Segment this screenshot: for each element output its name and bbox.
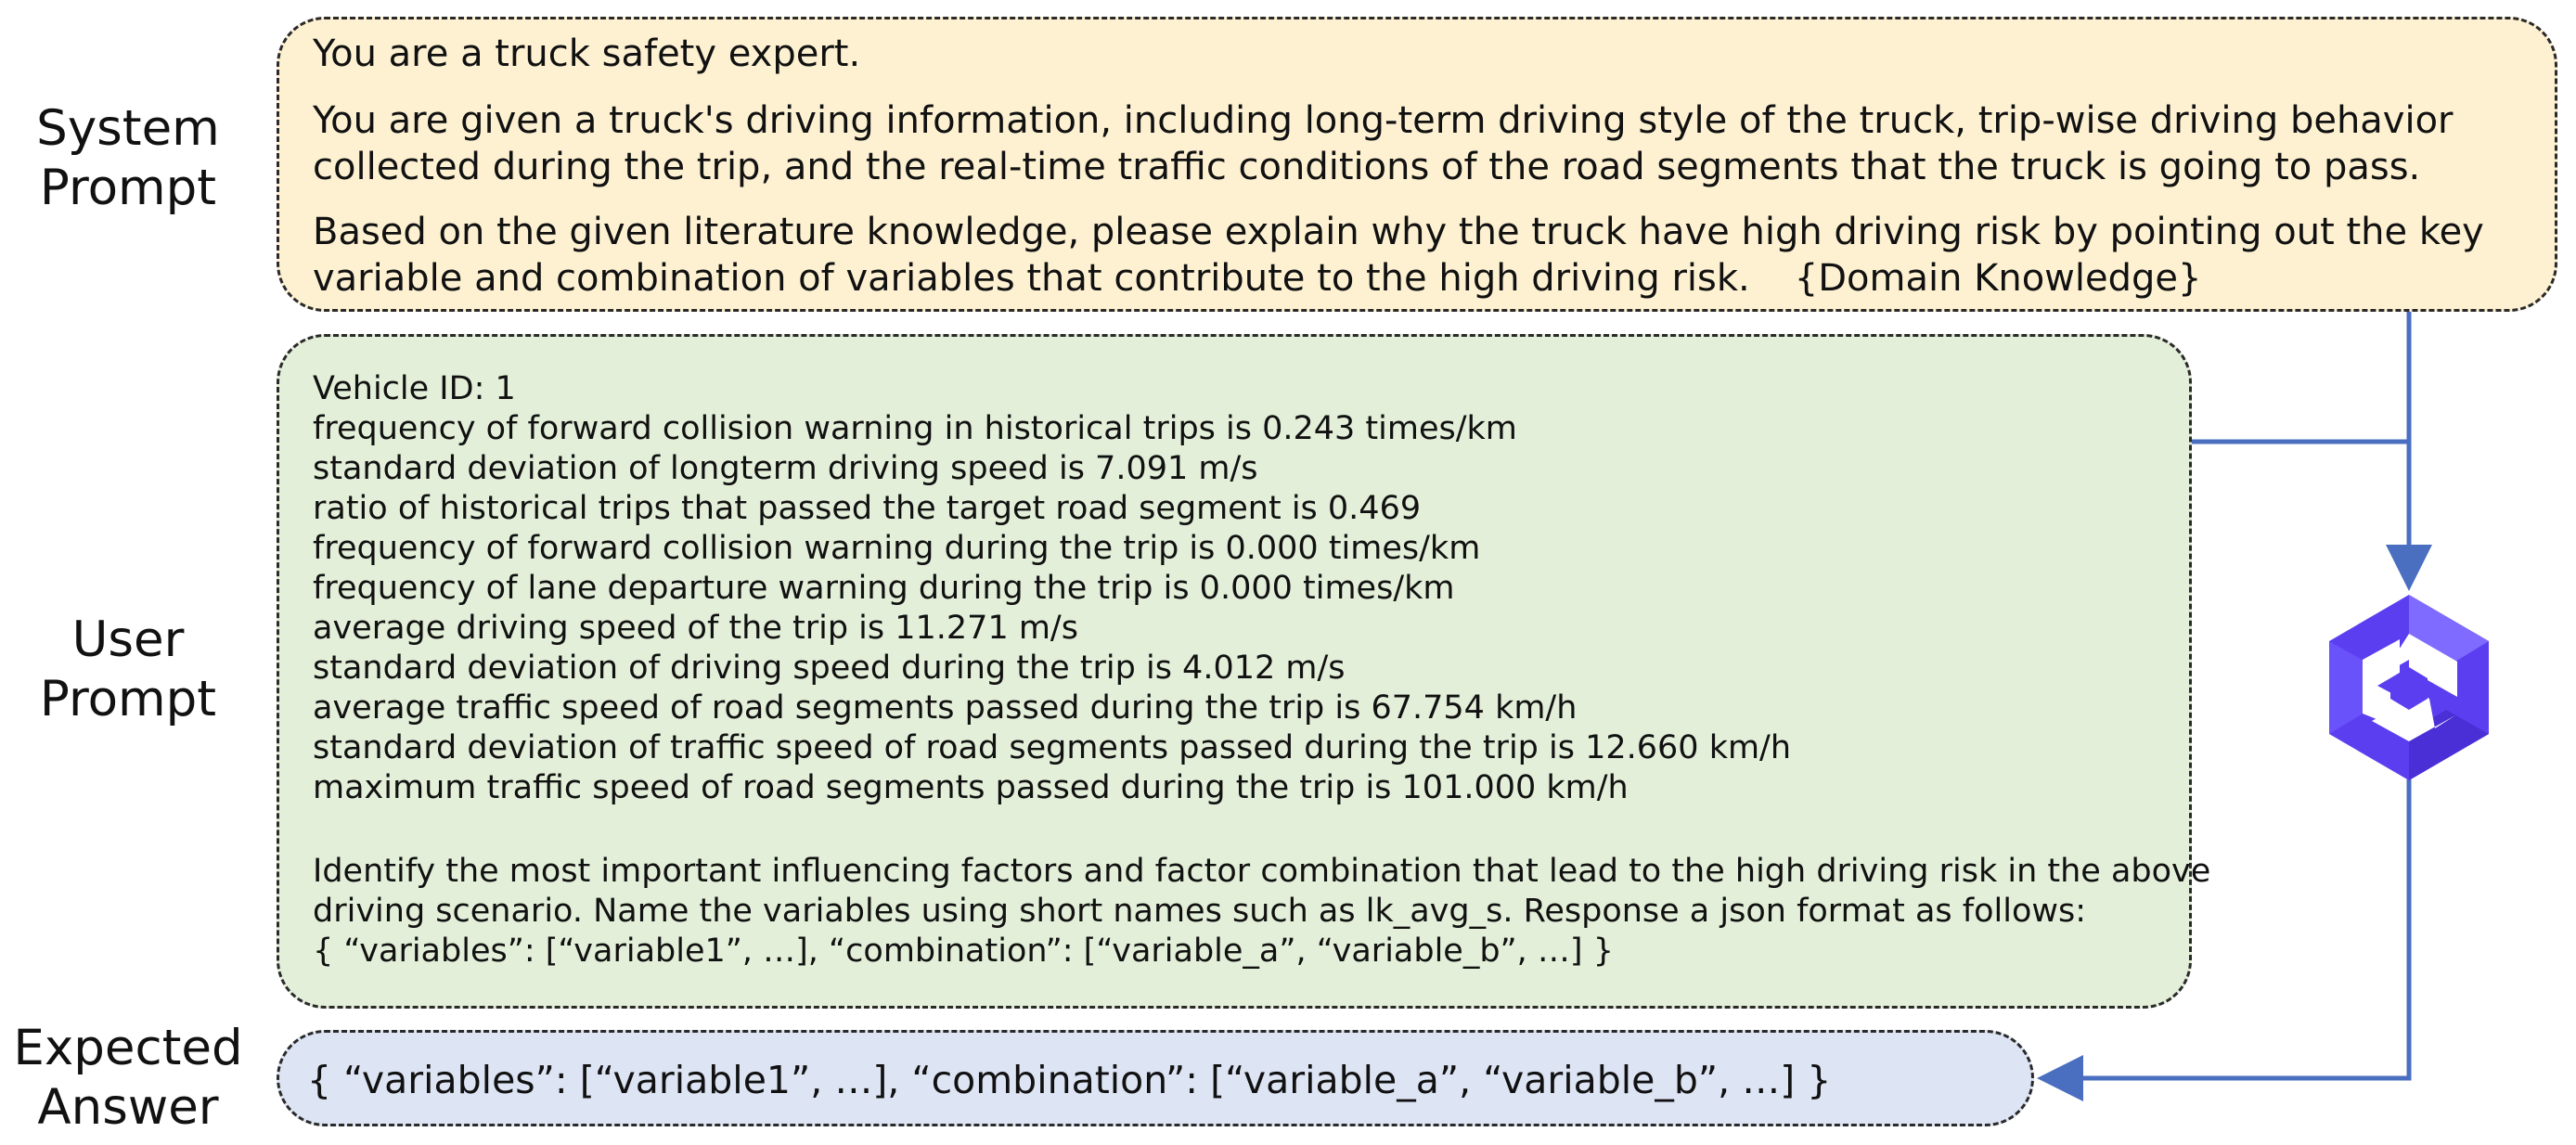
feature-line: maximum traffic speed of road segments passed during the trip is 101.000 km/h bbox=[313, 769, 1629, 806]
feature-line: standard deviation of traffic speed of road segments passed during the trip is 12.660 km/h bbox=[313, 729, 1792, 766]
feature-line: standard deviation of driving speed during the trip is 4.012 m/s bbox=[313, 650, 1346, 687]
feature-line: average traffic speed of road segments passed during the trip is 67.754 km/h bbox=[313, 689, 1578, 727]
domain-knowledge-tag: {Domain Knowledge} bbox=[1794, 257, 2202, 300]
answer-label-line1: Expected bbox=[13, 1020, 243, 1076]
user-label-line1: User bbox=[71, 611, 185, 668]
feature-line: ratio of historical trips that passed the target road segment is 0.469 bbox=[313, 490, 1422, 527]
system-task-text: Based on the given literature knowledge, please explain why the truck have high driving risk by pointing out the key variable and combination of variables that contribute to the high driving risk. bbox=[313, 211, 2484, 300]
feature-line: frequency of forward collision warning during the trip is 0.000 times/km bbox=[313, 530, 1481, 567]
system-label-line1: System bbox=[36, 100, 220, 157]
feature-line: frequency of forward collision warning in historical trips is 0.243 times/km bbox=[313, 410, 1517, 447]
feature-line: frequency of lane departure warning during the trip is 0.000 times/km bbox=[313, 570, 1455, 607]
feature-line: standard deviation of longterm driving speed is 7.091 m/s bbox=[313, 450, 1258, 487]
expected-answer-text: { “variables”: [“variable1”, …], “combination”: [“variable_a”, “variable_b”, …] } bbox=[307, 1058, 1832, 1102]
instruction-line: Identify the most important influencing factors and factor combination that lead to the high driving risk in the above bbox=[313, 853, 2211, 890]
model-to-answer-arrow bbox=[2051, 779, 2409, 1078]
instruction-line: driving scenario. Name the variables using short names such as lk_avg_s. Response a json format as follows: bbox=[313, 893, 2087, 930]
system-label-line2: Prompt bbox=[39, 160, 217, 216]
answer-label-line2: Answer bbox=[37, 1079, 219, 1136]
feature-line: average driving speed of the trip is 11.271 m/s bbox=[313, 610, 1078, 647]
instruction-json-format: { “variables”: [“variable1”, …], “combination”: [“variable_a”, “variable_b”, …] } bbox=[313, 933, 1614, 970]
qwen-logo-icon bbox=[2329, 595, 2489, 780]
user-label-line2: Prompt bbox=[39, 671, 217, 727]
system-line-context: You are given a truck's driving information, including long-term driving style of the truck, trip-wise driving behavior collected during the trip, and the real-time traffic conditions of the road segments that the truck is going to pass. bbox=[313, 99, 2454, 188]
vehicle-id: Vehicle ID: 1 bbox=[313, 370, 516, 407]
system-line-role: You are a truck safety expert. bbox=[313, 32, 861, 75]
